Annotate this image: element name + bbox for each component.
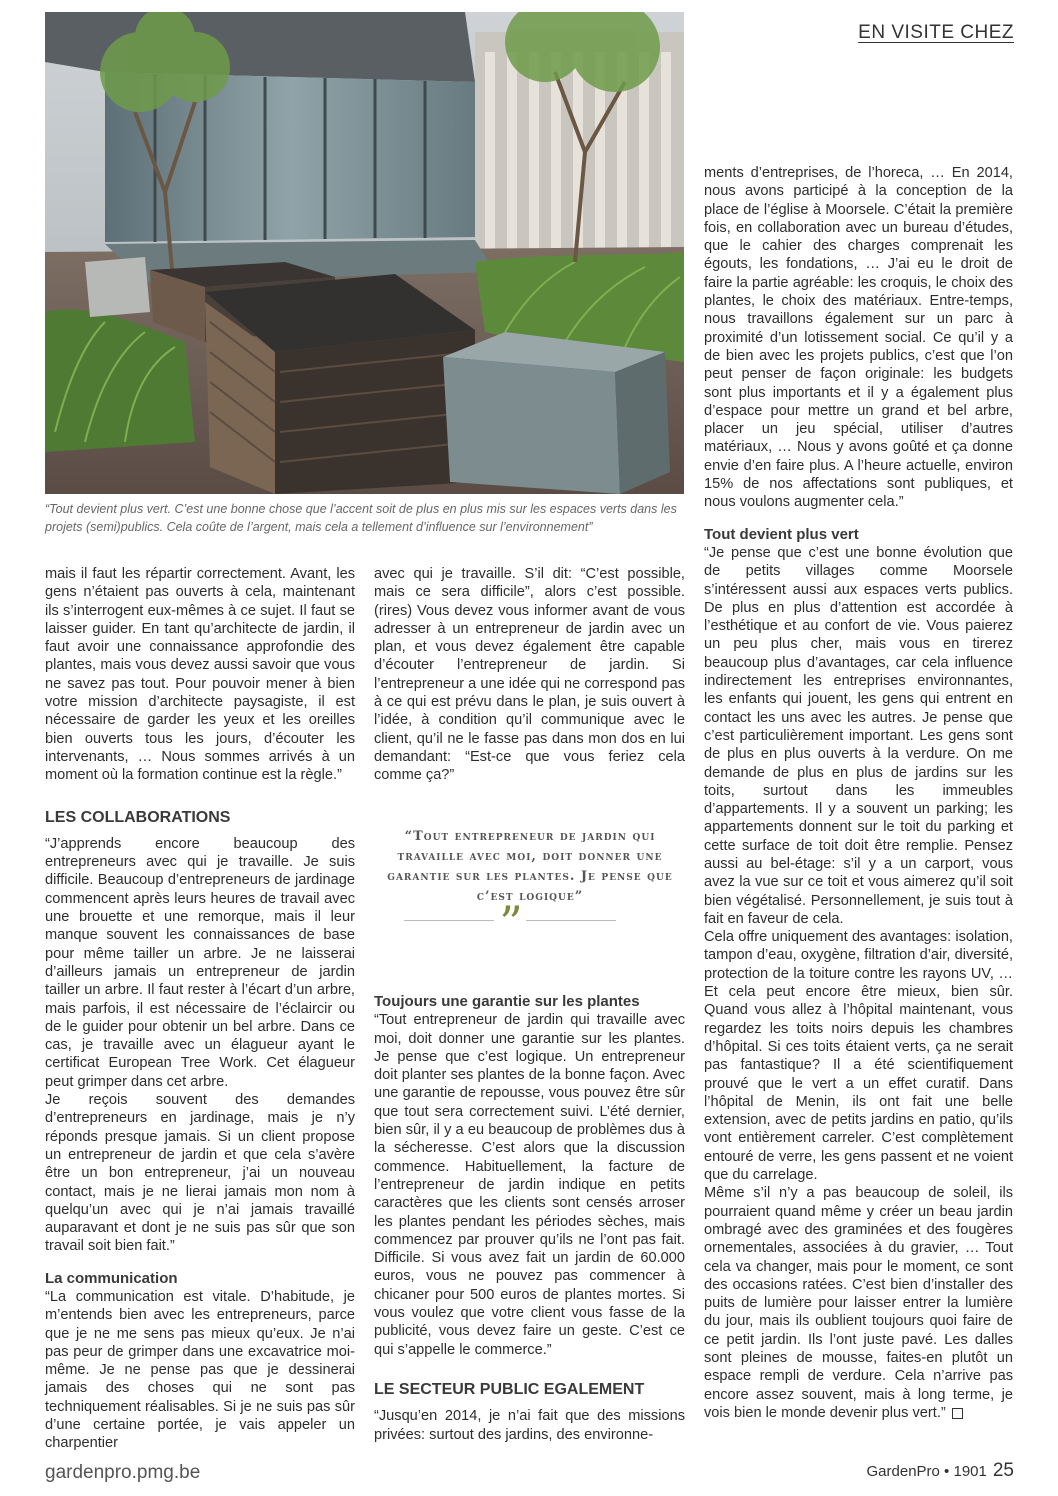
column-3 bbox=[704, 164, 1013, 1422]
subheading-public-sector: LE SECTEUR PUBLIC EGALEMENT bbox=[374, 1380, 645, 1398]
paragraph: “J’apprends encore beaucoup des entrepreneurs avec qui je travaille. Je suis difficile. Beaucoup d’entrepreneurs de jardinage commencent après leurs heures de travail avec une brouette et une remorque, mais il leur manque souvent les connaissances de base pour même tailler un arbre. Je ne laisserai d’ailleurs jamais un entrepreneur de jardin tailler un arbre. Il faut rester à l’écart d’un arbre, mais parfois, il est nécessaire de l’éclaircir ou de le guider pour obtenir un bel arbre. Dans ce cas, je travaille avec un élagueur ayant le certificat European Tree Work. Cet élagueur peut grimper dans cet arbre. bbox=[45, 835, 355, 1090]
page-number: 25 bbox=[992, 1460, 1014, 1481]
subheading-communication: La communication bbox=[45, 1269, 178, 1287]
footer-issue bbox=[867, 1460, 1014, 1482]
issue-label: GardenPro • 1901 bbox=[866, 1463, 987, 1480]
courtyard-illustration bbox=[45, 12, 684, 494]
paragraph-last bbox=[704, 1184, 1013, 1422]
section-label: EN VISITE CHEZ bbox=[858, 22, 1014, 43]
end-mark-icon bbox=[952, 1408, 963, 1419]
paragraph: avec qui je travaille. S’il dit: “C’est possible, mais ce sera difficile”, alors c’est possible. (rires) Vous devez vous informer avant de vous adresser à un entrepreneur de jardin avec un plan, et vous devez également être capable d’écouter l’entrepreneur de jardin. Si l’entrepreneur a une idée qui ne correspond pas à ce qui est prévu dans le plan, je suis ouvert à l’idée, à condition qu’il communique avec le client, qu’il ne le fasse pas dans mon dos en lui demandant: “Est-ce que vous feriez cela comme ça?” bbox=[374, 566, 685, 784]
divider bbox=[526, 920, 616, 921]
column-2-top bbox=[374, 565, 685, 785]
courtyard-photo bbox=[45, 12, 684, 494]
quote-mark-icon: ” bbox=[499, 896, 523, 950]
divider bbox=[404, 920, 494, 921]
photo-caption: “Tout devient plus vert. C’est une bonne chose que l’accent soit de plus en plus mis sur les espaces verts dans les projets (semi)publics. Cela coûte de l’argent, mais cela a tellement d’influence sur l’environnement” bbox=[45, 502, 677, 534]
paragraph: “Jusqu’en 2014, je n’ai fait que des missions privées: surtout des jardins, des environne- bbox=[374, 1408, 685, 1443]
footer-url: gardenpro.pmg.be bbox=[45, 1462, 201, 1483]
subheading-guarantee: Toujours une garantie sur les plantes bbox=[374, 993, 640, 1010]
pull-quote: “Tout entrepreneur de jardin qui travaille avec moi, doit donner une garantie sur les plantes. Je pense que c’est logique” bbox=[387, 829, 673, 904]
column-1 bbox=[45, 565, 355, 1453]
quote-mark bbox=[404, 896, 616, 950]
paragraph: Cela offre uniquement des avantages: isolation, tampon d’eau, oxygène, filtration d’air, diversité, protection de la toiture contre les rayons UV, … Et cela peut encore être mieux, bien sûr. Quand vous allez à l’hôpital maintenant, vous regardez les toits noirs depuis les chambres d’hôpital. Si ces toits étaient verts, ça ne serait pas fantastique? Il a été scientifiquement prouvé que le vert a un effet curatif. Dans l’hôpital de Menin, ils ont fait une belle extension, avec de petits jardins en patio, qu’ils vont entièrement carreler. C’est complètement entouré de verre, les gens passent et ne voient que du carrelage. bbox=[704, 929, 1013, 1184]
subheading-collaborations: LES COLLABORATIONS bbox=[45, 808, 231, 826]
paragraph: “Je pense que c’est une bonne évolution que de petits villages comme Moorsele s’intéressent aussi aux espaces verts publics. De plus en plus d’attention est accordée à l’esthétique et au confort de vie. Vous paierez un peu plus cher, mais vous en tirerez beaucoup plus d’avantages, car cela influence indirectement les entreprises environnantes, les enfants qui jouent, les gens qui entrent en contact les uns avec les autres. Je pense que c’est particulièrement important. Les gens sont de plus en plus ouverts à la verdure. On me demande de plus en plus de jardins sur les toits, surtout dans les immeubles d’appartements. Il y a souvent un parking; les appartements donnent sur le toit du parking et cette surface de toit doit être remplie. Pensez aussi au bel-étage: s’il y a un carport, vous avez la vue sur ce toit et vous aimerez qu’il soit bien végétalisé. Personnellement, je suis tout à fait en faveur de cela. bbox=[704, 544, 1013, 927]
paragraph: “Tout entrepreneur de jardin qui travaille avec moi, doit donner une garantie sur les plantes. Je pense que c’est logique. Un entrepreneur doit planter ses plantes de la bonne façon. Avec une garantie de repousse, vous pouvez être sûr que tout sera correctement suivi. L’été dernier, bien sûr, il y a eu beaucoup de problèmes dus à la sécheresse. C’est alors que la discussion commence. Habituellement, la facture de l’entrepreneur de jardin indique en petits caractères que les clients sont censés arroser les plantes pendant les périodes sèches, mais commencez par prouver qu’ils ne l’ont pas fait. Difficile. Si vous avez fait un jardin de 60.000 euros, vous ne pouvez pas commencer à chicaner pour 500 euros de plantes mortes. Si vous voulez que votre client vous fasse de la publicité, vous devez faire un geste. C’est ce qui s’appelle le commerce.” bbox=[374, 1012, 685, 1358]
column-2-bottom bbox=[374, 993, 685, 1444]
subheading-greener: Tout devient plus vert bbox=[704, 525, 859, 543]
paragraph: ments d’entreprises, de l’horeca, … En 2014, nous avons participé à la conception de la place de l’église à Moorsele. C’était la première fois, en collaboration avec un bureau d’études, que le cahier des charges comprenait les égouts, les fondations, … J’ai eu le droit de faire la partie agréable: les croquis, le choix des plantes, le choix des matériaux. Entre-temps, nous travaillons également sur un parc à proximité d’un lotissement social. Ce qu’il y a de bien avec les projets publics, c’est que l’on peut penser de façon originale: les budgets sont plus importants et il y a également plus d’espace pour mettre un grand et bel arbre, placer un jeu spécial, utiliser d’autres matériaux, … Nous y avons goûté et ça donne envie d’en faire plus. A l’heure actuelle, environ 15% de nos affectations sont publiques, et nous voulons augmenter cela.” bbox=[704, 165, 1013, 511]
paragraph: “La communication est vitale. D’habitude, je m’entends bien avec les entrepreneurs, parce que je ne me sens pas mieux qu’eux. Je n’ai pas peur de grimper dans une excavatrice moi-même. Je ne pense pas que je dessinerai jamais des choses qui ne sont pas techniquement réalisables. Si je ne suis pas sûr d’une certaine portée, je vais appeler un charpentier bbox=[45, 1288, 355, 1452]
paragraph-text: Même s’il n’y a pas beaucoup de soleil, ils pourraient quand même y créer un beau jardin ombragé avec des graminées et des fougères ornementales, associées à du gravier, … Tout cela va changer, mais pour le moment, ce sont des occasions ratées. C’est bien d’installer des puits de lumière pour laisser entrer la lumière du jour, mais ils oublient toujours quoi faire de ce petit jardin. Ils l’ont juste pavé. Les dalles sont pleines de mousse, faites-en plutôt un espace rempli de verdure. Cela n’arrive pas encore assez souvent, mais à long terme, je vois bien le monde devenir plus vert.” bbox=[704, 1185, 1013, 1421]
paragraph: mais il faut les répartir correctement. Avant, les gens n’étaient pas ouverts à cela, maintenant ils s’interrogent eux-mêmes à ce sujet. Il faut se laisser guider. En tant qu’architecte de jardin, il faut avoir une connaissance approfondie des plantes, mais vous devez aussi savoir que vous ne savez pas tout. Pour pouvoir mener à bien votre mission d’architecte paysagiste, il est nécessaire de garder les yeux et les oreilles bien ouverts tous les jours, d’écouter les intervenants, … Nous sommes arrivés à un moment où la formation continue est la règle.” bbox=[45, 566, 355, 784]
paragraph: Je reçois souvent des demandes d’entrepreneurs en jardinage, mais je n’y réponds presque jamais. Si un client propose un entrepreneur de jardin et que cela s’avère être un bon entrepreneur, j’ai un nouveau contact, mais je ne lierai jamais mon nom à quelqu’un avec qui je n’ai jamais travaillé auparavant et dont je ne suis pas sûr que son travail soit bien fait.” bbox=[45, 1092, 355, 1255]
